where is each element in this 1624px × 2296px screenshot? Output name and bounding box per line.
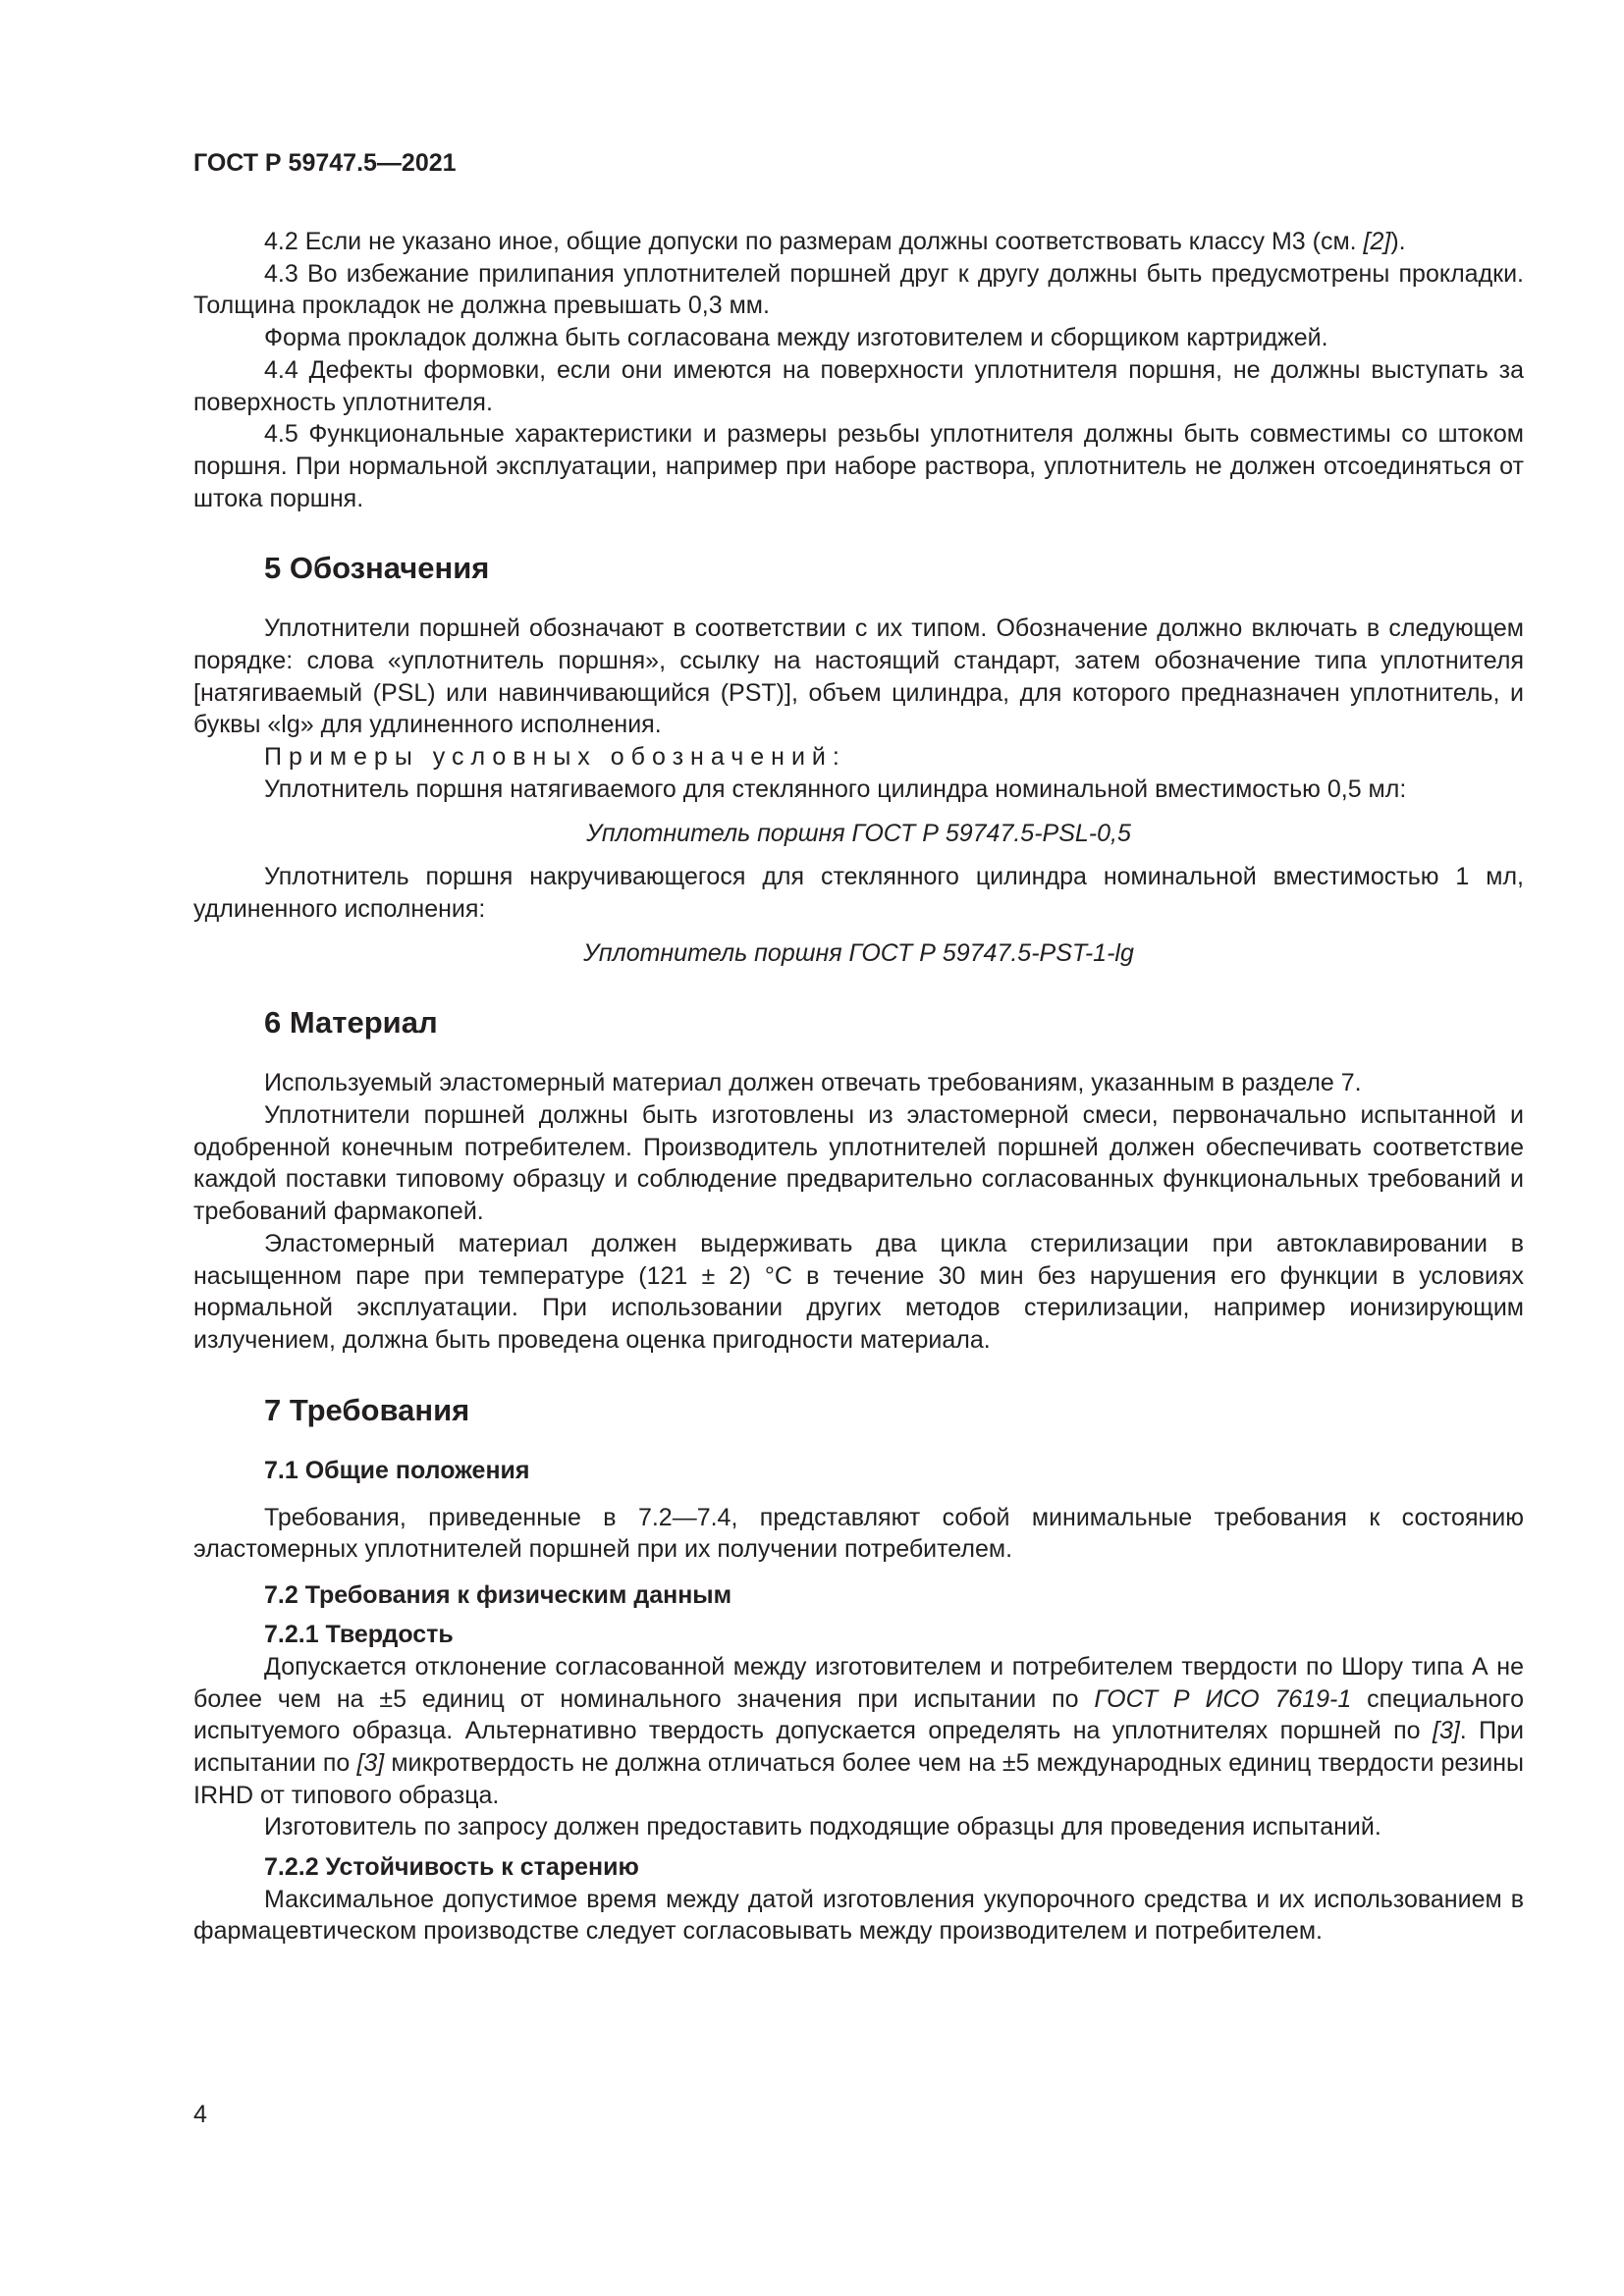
paragraph-6-3: Эластомерный материал должен выдерживать два цикла стерилизации при автоклавировании в насыщенном паре при температуре (121 ± 2) °C в течение 30 мин без нарушения его функции в условиях нормальной эксплуатации. При использовании других методов стерилизации, например ионизирующим излучением, должна быть проведена оценка пригодности материала. [193, 1229, 1524, 1354]
paragraph-7-2-1 [193, 1651, 1524, 1812]
example-2-designation: Уплотнитель поршня ГОСТ Р 59747.5-PST-1-lg [583, 938, 1134, 967]
example-2-text: Уплотнитель поршня накручивающегося для стеклянного цилиндра номинальной вместимостью 1 мл, удлиненного исполнения: [193, 863, 1524, 923]
subsection-heading-7-1: 7.1 Общие положения [264, 1456, 530, 1484]
subsection-heading-7-2: 7.2 Требования к физическим данным [264, 1581, 732, 1610]
reference-link: [3] [356, 1748, 385, 1777]
paragraph-text: ). [1390, 228, 1406, 255]
running-header: ГОСТ Р 59747.5—2021 [193, 149, 457, 177]
paragraph-text: Допускается отклонение согласованной между изготовителем и потребителем твердости по Шору типа А не более чем на ±5 единиц от номинального значения при испытании по [193, 1652, 1524, 1713]
page-number: 4 [193, 2101, 207, 2128]
paragraph-text: 4.2 Если не указано иное, общие допуски по размерам должны соответствовать классу M3 (см. [264, 228, 1364, 255]
paragraph-text: микротвердость не должна отличаться более чем на ±5 международных единиц твердости резины IRHD от типового образца. [193, 1748, 1524, 1809]
reference-link: [2] [1363, 228, 1391, 255]
paragraph-4-3: 4.3 Во избежание прилипания уплотнителей поршней друг к другу должны быть предусмотрены прокладки. Толщина прокладок не должна превышать 0,3 мм. [193, 259, 1524, 320]
paragraph-4-5: 4.5 Функциональные характеристики и размеры резьбы уплотнителя должны быть совместимы со штоком поршня. При нормальной эксплуатации, например при наборе раствора, уплотнитель не должен отсоединяться от штока поршня. [193, 420, 1524, 512]
paragraph-4-4: 4.4 Дефекты формовки, если они имеются на поверхности уплотнителя поршня, не должны выступать за поверхность уплотнителя. [193, 355, 1524, 416]
paragraph-7-1: Требования, приведенные в 7.2—7.4, представляют собой минимальные требования к состоянию эластомерных уплотнителей поршней при их получении потребителем. [193, 1503, 1524, 1564]
paragraph-6-1: Используемый эластомерный материал должен отвечать требованиям, указанным в разделе 7. [264, 1069, 1362, 1097]
example-1-designation: Уплотнитель поршня ГОСТ Р 59747.5-PSL-0,5 [586, 819, 1131, 847]
paragraph-7-2-1-b: Изготовитель по запросу должен предоставить подходящие образцы для проведения испытаний. [264, 1813, 1381, 1842]
paragraph-text: . При испытании по [193, 1717, 1525, 1777]
paragraph-5-1: Уплотнители поршней обозначают в соответствии с их типом. Обозначение должно включать в следующем порядке: слова «уплотнитель поршня», ссылку на настоящий стандарт, затем обозначение типа уплотнителя [натягиваемый (PSL) или навинчивающийся (PST)], объем цилиндра, для которого предназначен уплотнитель, и буквы «lg» для удлиненного исполнения. [193, 614, 1524, 739]
document-page [193, 147, 1524, 1948]
paragraph-4-3-b: Форма прокладок должна быть согласована между изготовителем и сборщиком картриджей. [264, 324, 1328, 352]
paragraph-4-2 [193, 226, 1524, 258]
reference-link: ГОСТ Р ИСО 7619-1 [1094, 1684, 1352, 1713]
subsection-heading-7-2-2: 7.2.2 Устойчивость к старению [264, 1853, 639, 1882]
paragraph-text: специального испытуемого образца. Альтернативно твердость допускается определять на уплотнителях поршней по [193, 1684, 1524, 1745]
section-heading-6: 6 Материал [264, 1005, 438, 1041]
paragraph-6-2: Уплотнители поршней должны быть изготовлены из эластомерной смеси, первоначально испытанной и одобренной конечным потребителем. Производитель уплотнителей поршней должен обеспечивать соответствие каждой поставки типовому образцу и соблюдение предварительно согласованных функциональных требований и требований фармакопей. [193, 1101, 1524, 1226]
paragraph-7-2-2: Максимальное допустимое время между датой изготовления укупорочного средства и их использованием в фармацевтическом производстве следует согласовывать между производителем и потребителем. [193, 1885, 1524, 1946]
subsection-heading-7-2-1: 7.2.1 Твердость [264, 1621, 454, 1649]
reference-link: [3] [1433, 1717, 1460, 1745]
example-1-text: Уплотнитель поршня натягиваемого для стеклянного цилиндра номинальной вместимостью 0,5 мл: [264, 774, 1407, 803]
section-heading-5: 5 Обозначения [264, 551, 490, 586]
examples-label: Примеры условных обозначений: [264, 743, 846, 772]
section-heading-7: 7 Требования [264, 1392, 470, 1427]
